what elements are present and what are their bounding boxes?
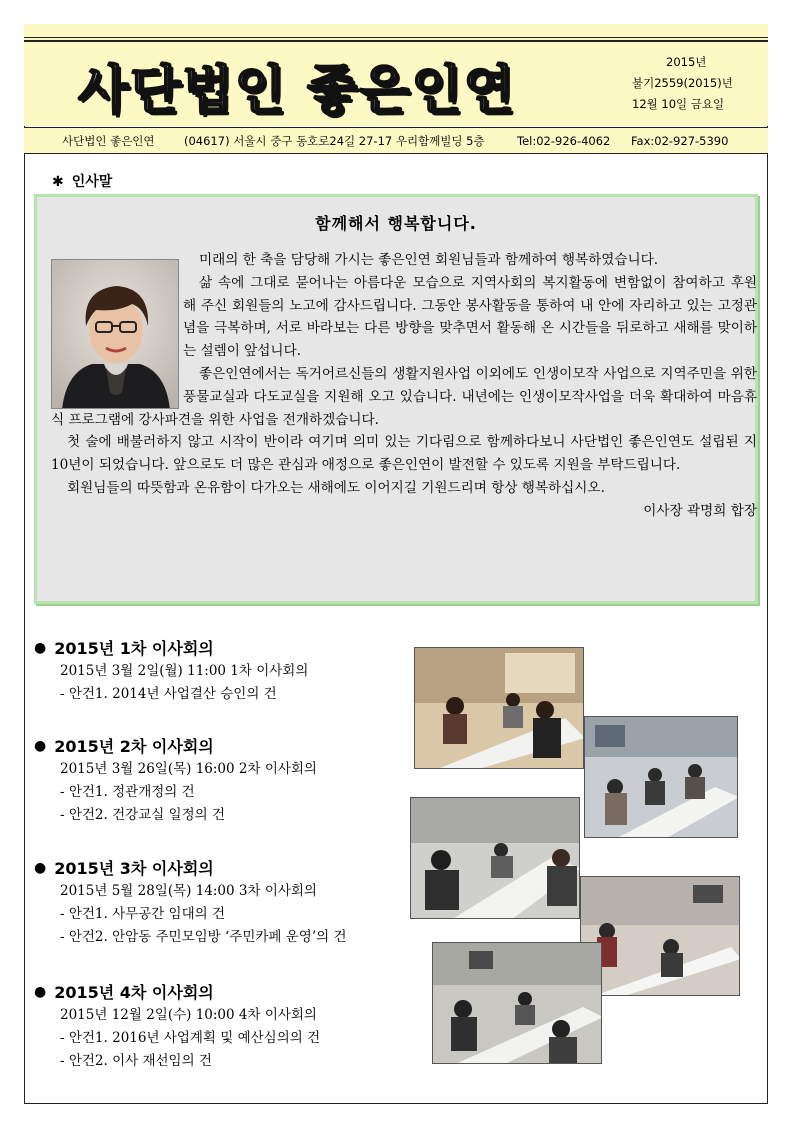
greeting-section-heading bbox=[52, 171, 112, 191]
greeting-paragraph-4: 첫 술에 배불러하지 않고 시작이 반이라 여기며 의미 있는 기다림으로 함께하다보니 사단법인 좋은인연도 설립된 지 10년이 되었습니다. 앞으로도 더 많은 관심과 애정으로 좋은인연이 발전할 수 있도록 지원을 부탁드립니다. bbox=[51, 434, 757, 474]
masthead-year: 2015년 bbox=[666, 55, 707, 69]
meeting-agenda-item: - 안건1. 정관개정의 건 bbox=[60, 784, 195, 800]
greeting-title: 함께해서 행복합니다. bbox=[315, 214, 477, 233]
meeting-agenda-item: - 안건1. 사무공간 임대의 건 bbox=[60, 906, 226, 922]
meeting-title bbox=[34, 636, 308, 659]
meeting-photo-5 bbox=[432, 942, 602, 1064]
greeting-paragraph-2: 삶 속에 그대로 묻어나는 아름다운 모습으로 지역사회의 복지활동에 변함없이 참여하고 후원 해 주신 회원들의 노고에 감사드립니다. 그동안 봉사활동을 통하여 내 안에 자리하고 있는 고정관념을 극복하며, 서로 바라보는 다른 방향을 맞추면서 활동해 온 시간들을 뒤로하고 새해를 맞이하는 설렘이 앞섭니다. bbox=[183, 274, 757, 360]
info-fax: Fax:02-927-5390 bbox=[631, 133, 729, 148]
asterisk-icon: ✱ bbox=[52, 174, 64, 190]
meeting-4 bbox=[34, 980, 320, 1073]
meeting-2 bbox=[34, 734, 317, 827]
info-tel: Tel:02-926-4062 bbox=[517, 133, 611, 148]
meeting-title-text: 2015년 2차 이사회의 bbox=[54, 737, 214, 756]
meeting-photo-1 bbox=[414, 647, 584, 769]
masthead-top-band bbox=[24, 24, 768, 38]
meeting-agenda-item: - 안건2. 건강교실 일정의 건 bbox=[60, 807, 226, 823]
masthead-day: 12월 10일 금요일 bbox=[632, 97, 725, 111]
meeting-session: 2015년 12월 2일(수) 10:00 4차 이사회의 bbox=[60, 1007, 317, 1023]
greeting-text bbox=[51, 249, 757, 523]
info-org: 사단법인 좋은인연 bbox=[62, 133, 155, 148]
greeting-paragraph-5: 회원님들의 따뜻함과 온유함이 다가오는 새해에도 이어지길 기원드리며 항상 행복하십시오. bbox=[67, 479, 605, 496]
meeting-session: 2015년 3월 26일(목) 16:00 2차 이사회의 bbox=[60, 761, 317, 777]
bullet-icon: ● bbox=[34, 737, 47, 754]
meeting-3 bbox=[34, 856, 347, 949]
masthead-rule bbox=[24, 40, 768, 42]
meeting-title-text: 2015년 3차 이사회의 bbox=[54, 859, 214, 878]
meeting-title bbox=[34, 734, 317, 757]
meeting-agenda-item: - 안건1. 2014년 사업결산 승인의 건 bbox=[60, 686, 277, 702]
meeting-title bbox=[34, 980, 320, 1003]
meeting-title-text: 2015년 1차 이사회의 bbox=[54, 639, 214, 658]
bullet-icon: ● bbox=[34, 983, 47, 1000]
bullet-icon: ● bbox=[34, 639, 47, 656]
greeting-paragraph-1: 미래의 한 축을 담당해 가시는 좋은인연 회원님들과 함께하여 행복하였습니다. bbox=[199, 252, 659, 268]
greeting-box bbox=[34, 194, 758, 604]
meeting-agenda-item: - 안건2. 이사 재선임의 건 bbox=[60, 1053, 212, 1069]
meeting-agenda-item: - 안건1. 2016년 사업계획 및 예산심의의 건 bbox=[60, 1030, 321, 1046]
masthead-date bbox=[632, 52, 733, 115]
meeting-photo-2 bbox=[584, 716, 738, 838]
greeting-signature: 이사장 곽명희 합장 bbox=[643, 502, 757, 519]
meeting-session: 2015년 5월 28일(목) 14:00 3차 이사회의 bbox=[60, 883, 317, 899]
bullet-icon: ● bbox=[34, 859, 47, 876]
info-address: (04617) 서울시 중구 동호로24길 27-17 우리함께빌딩 5층 bbox=[184, 133, 485, 148]
meeting-title bbox=[34, 856, 347, 879]
greeting-paragraph-3: 좋은인연에서는 독거어르신들의 생활지원사업 이외에도 인생이모작 사업으로 지역주민을 위한 풍물교실과 다도교실을 지원해 오고 있습니다. 내년에는 인생이모작사업을 더욱 확대하여 마음휴식 프로그램에 강사파견을 위한 사업을 전개하겠습니다. bbox=[51, 365, 757, 428]
meeting-title-text: 2015년 4차 이사회의 bbox=[54, 983, 214, 1002]
info-bar bbox=[24, 127, 768, 154]
meeting-photo-3 bbox=[410, 797, 580, 919]
meeting-1 bbox=[34, 636, 308, 706]
masthead-title: 사단법인 좋은인연 bbox=[78, 61, 516, 121]
meeting-photo-4 bbox=[580, 876, 740, 996]
greeting-section-label: 인사말 bbox=[71, 174, 113, 190]
meeting-agenda-item: - 안건2. 안암동 주민모임방 ‘주민카페 운영’의 건 bbox=[60, 929, 347, 945]
masthead-buddhist-year: 불기2559(2015)년 bbox=[632, 76, 733, 90]
meeting-session: 2015년 3월 2일(월) 11:00 1차 이사회의 bbox=[60, 663, 309, 679]
